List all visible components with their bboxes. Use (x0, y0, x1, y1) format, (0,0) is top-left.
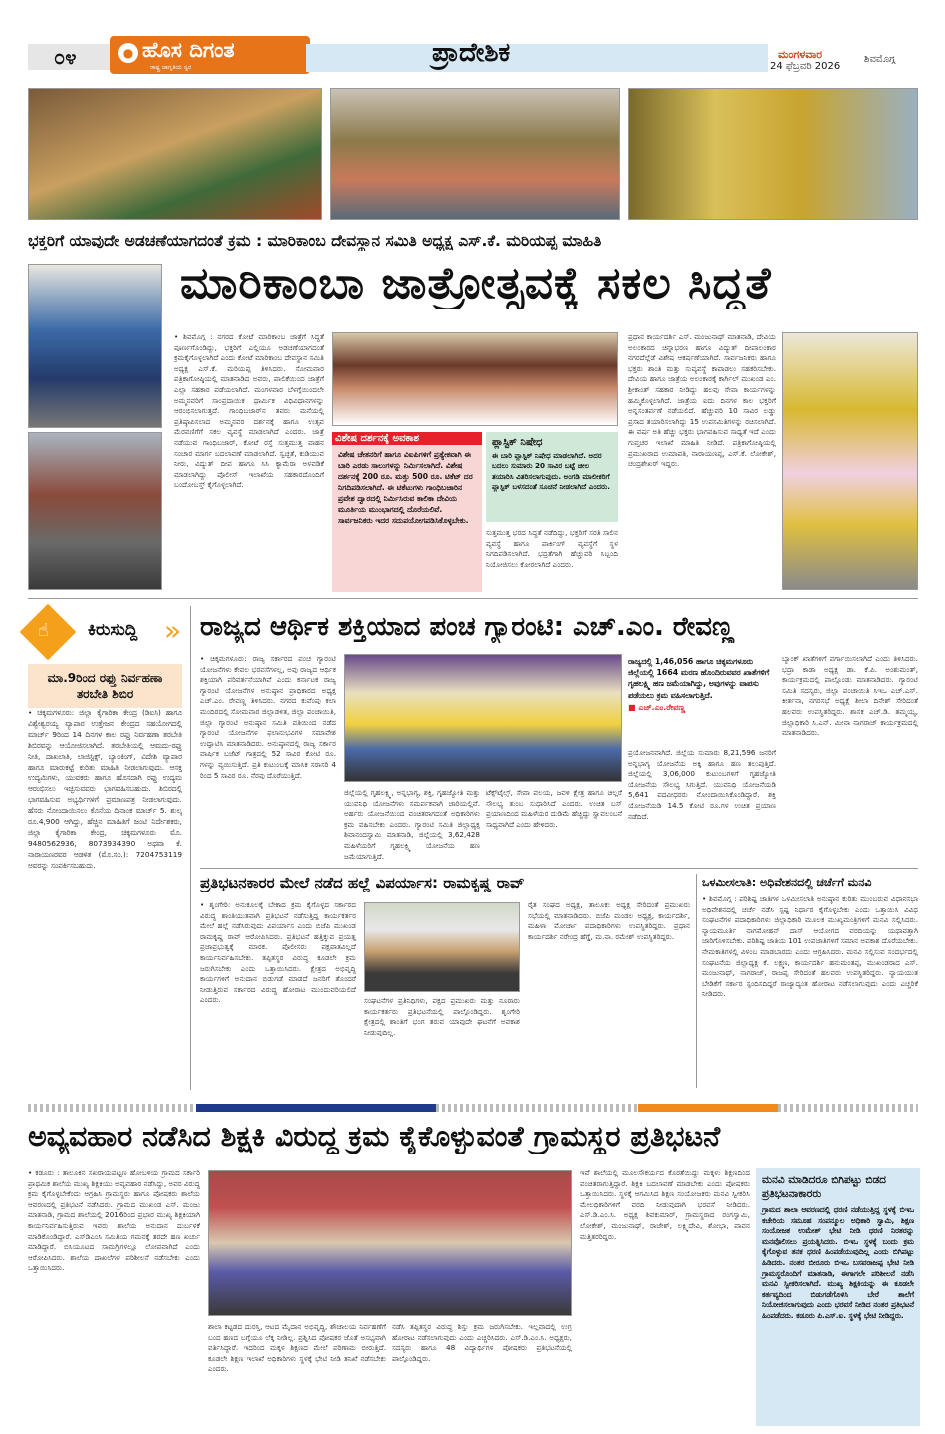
s4-text: • ಶಿವಮೊಗ್ಗ : ಪರಿಶಿಷ್ಟ ಜಾತಿಗಳ ಒಳಮೀಸಲಾತಿ ಅನುಷ್ಠಾನ ಕುರಿತು ಮುಂಬರುವ ವಿಧಾನಸಭಾ ಅಧಿವೇಶನದಲ್ಲಿ ಚರ್ಚೆ ನಡೆಸಿ ಸ್ಪಷ್ಟ ನಿರ್ಧಾರ ಕೈಗೊಳ್ಳಬೇಕು ಎಂದು ಒತ್ತಾಯಿಸಿ ವಿವಿಧ ಸಂಘಟನೆಗಳ ಪದಾಧಿಕಾರಿಗಳು ಜಿಲ್ಲಾಧಿಕಾರಿ ಮೂಲಕ ಮುಖ್ಯಮಂತ್ರಿಗಳಿಗೆ ಮನವಿ ಸಲ್ಲಿಸಿದರು. ನ್ಯಾಯಮೂರ್ತಿ ನಾಗಮೋಹನ್ ದಾಸ್ ಆಯೋಗದ ವರದಿಯನ್ನು ಯಥಾವತ್ತಾಗಿ ಜಾರಿಗೊಳಿಸಬೇಕು. ಪರಿಶಿಷ್ಟ ಜಾತಿಯ 101 ಉಪಜಾತಿಗಳಿಗೆ ಸಮಾನ ಅವಕಾಶ ದೊರೆಯಬೇಕು. ನೇಮಕಾತಿಗಳಲ್ಲಿ ವಿಳಂಬ ಮಾಡಬಾರದು ಎಂದು ಆಗ್ರಹಿಸಿದರು. ಮನವಿ ಸಲ್ಲಿಸುವ ಸಂದರ್ಭದಲ್ಲಿ ಸಂಘಟನೆಯ ಜಿಲ್ಲಾಧ್ಯಕ್ಷ ಕೆ. ಲಕ್ಷ್ಮಣ, ಕಾರ್ಯದರ್ಶಿ ಹನುಮಂತಪ್ಪ, ಮುಖಂಡರಾದ ಎಸ್. ಮಂಜುನಾಥ್, ನಾಗರಾಜ್, ರಾಜಪ್ಪ ಸೇರಿದಂತೆ ಹಲವರು ಉಪಸ್ಥಿತರಿದ್ದರು. ನ್ಯಾಯಯುತ ಬೇಡಿಕೆಗೆ ಸರ್ಕಾರ ಸ್ಪಂದಿಸದಿದ್ದರೆ ರಾಜ್ಯಾದ್ಯಂತ ಹೋರಾಟ ನಡೆಸಲಾಗುವುದು ಎಂದು ಎಚ್ಚರಿಕೆ ನೀಡಿದರು. (702, 894, 918, 999)
brief-divider (190, 606, 191, 1090)
special-darshan-text: ವಿಶೇಷ ಚೇತನರಿಗೆ ಹಾಗೂ ವಿಐಪಿಗಳಿಗೆ ಪ್ರತ್ಯೇಕವಾಗಿ ಈ ಬಾರಿ ಎರಡು ಸಾಲುಗಳನ್ನು ನಿರ್ಮಿಸಲಾಗಿದೆ. ವಿಶೇಷ ದರ್ಶನಕ್ಕೆ 200 ರೂ. ಮತ್ತು 500 ರೂ. ಟಿಕೆಟ್ ದರ ನಿಗದಿಪಡಿಸಲಾಗಿದೆ. ಈ ಟಿಕೆಟುಗಳು ಗಾಂಧಿಬಜಾರಿನ ಪ್ರವೇಶ ದ್ವಾರದಲ್ಲಿ ನಿರ್ಮಿಸಿರುವ ಕಾಲಿಕಾ ದೇವಿಯ ಮೂರ್ತಿಯ ಮುಂಭಾಗದಲ್ಲಿ ದೊರೆಯಲಿವೆ. ಸಾರ್ವಜನಿಕರು ಇದರ ಸದುಪಯೋಗಪಡಿಸಿಕೊಳ್ಳಬೇಕು. (338, 450, 473, 525)
logo-text: ಹೊಸ ದಿಗಂತ (142, 38, 235, 62)
divider-bar-orange (638, 1104, 778, 1112)
s5-headline: ಅವ್ಯವಹಾರ ನಡೆಸಿದ ಶಿಕ್ಷಕಿ ವಿರುದ್ಧ ಕ್ರಮ ಕೈಕೊಳ್ಳುವಂತೆ ಗ್ರಾಮಸ್ಥರ ಪ್ರತಿಭಟನೆ (28, 1120, 721, 1153)
divider (696, 874, 697, 1088)
brief-label-box (28, 606, 182, 658)
special-darshan-box (332, 432, 482, 592)
s5-column-2: ಶಾಲಾ ಕಟ್ಟಡದ ದುರಸ್ತಿ, ಆಟದ ಮೈದಾನ ಅಭಿವೃದ್ಧಿ, ಶೌಚಾಲಯ ನಿರ್ವಹಣೆಗೆ ಬಂದ ಹಣದ ಬಗ್ಗೆಯೂ ಲೆಕ್ಕ ನೀಡಿಲ್ಲ. ಪ್ರಶ್ನಿಸಿದ ಪೋಷಕರ ಜೊತೆ ಅಸಭ್ಯವಾಗಿ ವರ್ತಿಸಿದ್ದಾರೆ. ಇದರಿಂದ ಮಕ್ಕಳ ಶಿಕ್ಷಣದ ಮೇಲೆ ಪರಿಣಾಮ ಬೀರುತ್ತಿದೆ. ಕೂಡಲೇ ಶಿಕ್ಷಣ ಇಲಾಖೆ ಅಧಿಕಾರಿಗಳು ಸ್ಥಳಕ್ಕೆ ಭೇಟಿ ನೀಡಿ ತನಿಖೆ ನಡೆಸಬೇಕು ಎಂದರು. (208, 1322, 386, 1374)
s2-column-5: ಪ್ರಯೋಜನವಾಗಿದೆ. ಜಿಲ್ಲೆಯ ಸುಮಾರು 8,21,596 ಜನರಿಗೆ ಅನ್ನಭಾಗ್ಯ ಯೋಜನೆಯ ಅಕ್ಕಿ ಹಾಗೂ ಹಣ ತಲುಪುತ್ತಿದೆ. ಜಿಲ್ಲೆಯಲ್ಲಿ 3,06,000 ಕುಟುಂಬಗಳಿಗೆ ಗೃಹಜ್ಯೋತಿ ಯೋಜನೆಯ ಸೌಲಭ್ಯ ಸಿಗುತ್ತಿದೆ. ಯುವನಿಧಿ ಯೋಜನೆಯಡಿ 5,641 ಪದವೀಧರರು ನೋಂದಾಯಿಸಿಕೊಂಡಿದ್ದಾರೆ. ಶಕ್ತಿ ಯೋಜನೆಯಡಿ 14.5 ಕೋಟಿ ರೂ.ಗಳ ಉಚಿತ ಪ್ರಯಾಣ ನಡೆದಿದೆ. (628, 748, 776, 821)
section-title: ಪ್ರಾದೇಶಿಕ (432, 38, 511, 68)
s3-column-1: • ಶೃಂಗೇರಿ: ಅನುಕೂಲಕ್ಕೆ ಬೇಕಾದ ಕ್ರಮ ಕೈಗೊಳ್ಳದ ಸರ್ಕಾರದ ವಿರುದ್ಧ ಶಾಂತಿಯುತವಾಗಿ ಪ್ರತಿಭಟನೆ ನಡೆಸುತ್ತಿದ್ದ ಕಾರ್ಯಕರ್ತರ ಮೇಲೆ ಹಲ್ಲೆ ನಡೆಸಿರುವುದು ವಿಪರ್ಯಾಸ ಎಂದು ಬಿಜೆಪಿ ಮುಖಂಡ ರಾಮಕೃಷ್ಣ ರಾವ್ ಆರೋಪಿಸಿದರು. ಪ್ರತಿಭಟನೆ ಹತ್ತಿಕ್ಕುವ ಪ್ರಯತ್ನ ಪ್ರಜಾಪ್ರಭುತ್ವಕ್ಕೆ ಮಾರಕ. ಪೊಲೀಸರು ಪಕ್ಷಪಾತವಿಲ್ಲದೆ ಕಾರ್ಯನಿರ್ವಹಿಸಬೇಕು. ತಪ್ಪಿತಸ್ಥರ ವಿರುದ್ಧ ಕೂಡಲೇ ಕ್ರಮ ಜರುಗಿಸಬೇಕು ಎಂದು ಒತ್ತಾಯಿಸಿದರು. ಕ್ಷೇತ್ರದ ಅಭಿವೃದ್ಧಿ ಕಾರ್ಯಗಳಿಗೆ ಅನುದಾನ ಬಿಡುಗಡೆ ಮಾಡದೆ ಜನರಿಗೆ ತೊಂದರೆ ನೀಡುತ್ತಿರುವ ಸರ್ಕಾರದ ವಿರುದ್ಧ ಹೋರಾಟ ಮುಂದುವರಿಯಲಿದೆ ಎಂದರು. (200, 900, 356, 1005)
divider-bar-blue (196, 1104, 436, 1112)
date-label: 24 ಫೆಬ್ರವರಿ 2026 (770, 61, 841, 72)
divider-bar (28, 1104, 918, 1112)
photo-goddess-idol (28, 264, 162, 428)
day-label: ಮಂಗಳವಾರ (778, 48, 823, 61)
brief-label: ಕಿರುಸುದ್ದಿ (88, 620, 138, 640)
photo-street-crowd (28, 432, 162, 590)
divider (200, 868, 918, 869)
lead-column-mid: ಸುತ್ತಮುತ್ತ ಭರದ ಸಿದ್ಧತೆ ನಡೆದಿದ್ದು, ಭಕ್ತರಿಗೆ ಸರತಿ ಸಾಲಿನ ವ್ಯವಸ್ಥೆ ಹಾಗೂ ಪಾರ್ಕಿಂಗ್ ವ್ಯವಸ್ಥೆಗೆ ಸ್ಥಳ ನಿಗದಿಪಡಿಸಲಾಗಿದೆ. ಭದ್ರತೆಗಾಗಿ ಹೆಚ್ಚುವರಿ ಸಿಬ್ಬಂದಿ ನಿಯೋಜಿಸಲು ಕೋರಲಾಗಿದೆ ಎಂದರು. (486, 528, 618, 569)
lead-kicker: ಭಕ್ತರಿಗೆ ಯಾವುದೇ ಅಡಚಣೆಯಾಗದಂತೆ ಕ್ರಮ : ಮಾರಿಕಾಂಬ ದೇವಸ್ಥಾನ ಸಮಿತಿ ಅಧ್ಯಕ್ಷ ಎಸ್.ಕೆ. ಮರಿಯಪ್ಪ ಮಾಹಿತಿ (28, 232, 602, 250)
s2-column-3: ಟೆಕ್ಸ್‌ಟೈಲ್ಸ್, ಸೇವಾ ವಲಯ, ಜವಳಿ ಕ್ಷೇತ್ರ ಹಾಗೂ ಚಿಲ್ಲರೆ ಸೌಲಭ್ಯ ತುಂಬ ಸುಧಾರಿಸಿದೆ ಎಂದರು. ಉಚಿತ ಬಸ್ ಪ್ರಯಾಣದಿಂದ ಮಹಿಳೆಯರ ದುಡಿಮೆ ಹೆಚ್ಚಿದ್ದು ಸ್ವಾವಲಂಬನೆ ಸಾಧ್ಯವಾಗಿದೆ ಎಂದು ಹೇಳಿದರು. (486, 788, 622, 829)
section-banner (306, 44, 768, 72)
photo-guarantee-event (344, 654, 622, 782)
s5-side-box (756, 1168, 920, 1426)
divider (28, 598, 918, 599)
photo-jewellery (28, 88, 322, 220)
photo-decorated-pandal (782, 332, 918, 590)
s5-column-1: • ಕಡೂರು : ತಾಲೂಕಿನ ಸಖರಾಯಪಟ್ಟಣ ಹೋಬಳಿಯ ಗ್ರಾಮದ ಸರ್ಕಾರಿ ಪ್ರಾಥಮಿಕ ಶಾಲೆಯ ಮುಖ್ಯ ಶಿಕ್ಷಕಿಯು ಅವ್ಯವಹಾರ ನಡೆಸಿದ್ದು, ಅವರ ವಿರುದ್ಧ ಕ್ರಮ ಕೈಗೊಳ್ಳಬೇಕೆಂದು ಆಗ್ರಹಿಸಿ ಗ್ರಾಮಸ್ಥರು ಹಾಗೂ ಪೋಷಕರು ಶಾಲೆಯ ಆವರಣದಲ್ಲಿ ಪ್ರತಿಭಟನೆ ನಡೆಸಿದರು. ಗ್ರಾಮದ ಮುಖಂಡ ಎಸ್. ಮಂಜು ಮಾತನಾಡಿ, ಗ್ರಾಮದ ಶಾಲೆಯಲ್ಲಿ 2016ರಿಂದ ಪ್ರಭಾರ ಮುಖ್ಯ ಶಿಕ್ಷಕಿಯಾಗಿ ಕಾರ್ಯನಿರ್ವಹಿಸುತ್ತಿರುವ ಇವರು ಶಾಲೆಯ ಅನುದಾನ ದುರ್ಬಳಕೆ ಮಾಡಿಕೊಂಡಿದ್ದಾರೆ. ಎಸ್‌ಡಿಎಂಸಿ ಸಮಿತಿಯ ಗಮನಕ್ಕೆ ತರದೇ ಹಣ ಖರ್ಚು ಮಾಡಿದ್ದಾರೆ. ಬಿಸಿಯೂಟದ ಸಾಮಗ್ರಿಗಳಲ್ಲೂ ಲೋಪವಾಗಿದೆ ಎಂದು ಆರೋಪಿಸಿದರು. ಶಾಲೆಯ ದಾಖಲೆಗಳ ಪರಿಶೀಲನೆ ನಡೆಸಬೇಕು ಎಂದು ಒತ್ತಾಯಿಸಿದರು. (28, 1168, 200, 1273)
logo (110, 36, 310, 74)
photo-press-meet (332, 332, 618, 426)
s5-side-box-title: ಮನವಿ ಮಾಡಿದರೂ ಬಿಗಿಪಟ್ಟು ಬಿಡದ ಪ್ರತಿಭಟನಾಕಾರರು (762, 1174, 886, 1200)
city-label: ಶಿವಮೊಗ್ಗ (864, 54, 896, 65)
s3-column-2: ಸಂಘಟನೆಗಳ ಪ್ರತಿನಿಧಿಗಳು, ಪಕ್ಷದ ಪ್ರಮುಖರು ಮತ್ತು ನೂರಾರು ಕಾರ್ಯಕರ್ತರು ಪ್ರತಿಭಟನೆಯಲ್ಲಿ ಪಾಲ್ಗೊಂಡಿದ್ದರು. ಶೃಂಗೇರಿ ಕ್ಷೇತ್ರದಲ್ಲಿ ಶಾಂತಿಗೆ ಭಂಗ ತರುವ ಯಾವುದೇ ಘಟನೆಗೆ ಅವಕಾಶ ನೀಡುವುದಿಲ್ಲ. (364, 996, 520, 1037)
s2-quote-text: ರಾಜ್ಯದಲ್ಲಿ 1,46,056 ಹಾಗೂ ಚಿಕ್ಕಮಗಳೂರು ಜಿಲ್ಲೆಯಲ್ಲಿ 1664 ಮರಣ ಹೊಂದಿರುವವರ ಖಾತೆಗಳಿಗೆ ಗೃಹಲಕ್ಷ್ಮಿ ಹಣ ಜಮೆಯಾಗಿದ್ದು, ಅವುಗಳನ್ನು ವಾಪಸು ಪಡೆಯಲು ಕ್ರಮ ವಹಿಸಲಾಗುತ್ತಿದೆ. (628, 657, 770, 700)
masthead (28, 34, 918, 78)
s2-column-1: • ಚಿಕ್ಕಮಗಳೂರು: ರಾಜ್ಯ ಸರ್ಕಾರದ ಪಂಚ ಗ್ಯಾರಂಟಿ ಯೋಜನೆಗಳು ಕೇವಲ ಭರವಸೆಗಳಲ್ಲ, ಅವು ರಾಜ್ಯದ ಆರ್ಥಿಕ ಶಕ್ತಿಯಾಗಿ ಪರಿವರ್ತನೆಯಾಗಿವೆ ಎಂದು ಕರ್ನಾಟಕ ರಾಜ್ಯ ಗ್ಯಾರಂಟಿ ಯೋಜನೆಗಳ ಅನುಷ್ಠಾನ ಪ್ರಾಧಿಕಾರದ ಅಧ್ಯಕ್ಷ ಎಚ್.ಎಂ. ರೇವಣ್ಣ ತಿಳಿಸಿದರು. ನಗರದ ಕುವೆಂಪು ಕಲಾ ಮಂದಿರದಲ್ಲಿ ಸೋಮವಾರ ಜಿಲ್ಲಾಡಳಿತ, ಜಿಲ್ಲಾ ಪಂಚಾಯಿತಿ, ಜಿಲ್ಲಾ ಗ್ಯಾರಂಟಿ ಅನುಷ್ಠಾನ ಸಮಿತಿ ವತಿಯಿಂದ ನಡೆದ ಗ್ಯಾರಂಟಿ ಯೋಜನೆಗಳ ಫಲಾನುಭವಿಗಳ ಸಮಾವೇಶ ಉದ್ಘಾಟಿಸಿ ಮಾತನಾಡಿದರು. ಅನುಷ್ಠಾನದಲ್ಲಿ ರಾಜ್ಯ ಸರ್ಕಾರ ವಾರ್ಷಿಕ ಬಜೆಟ್ ಗಾತ್ರದಲ್ಲಿ 52 ಸಾವಿರ ಕೋಟಿ ರೂ. ಗಳನ್ನು ವ್ಯಯಿಸುತ್ತಿದೆ. ಪ್ರತಿ ಕುಟುಂಬಕ್ಕೆ ಮಾಸಿಕ ಸರಾಸರಿ 4 ರಿಂದ 5 ಸಾವಿರ ರೂ. ನೆರವು ದೊರೆಯುತ್ತಿದೆ. (200, 654, 336, 780)
s3-column-3: ರೈತ ಸಂಘದ ಅಧ್ಯಕ್ಷ, ತಾಲೂಕು ಅಧ್ಯಕ್ಷ ಸೇರಿದಂತೆ ಪ್ರಮುಖರು ಸಭೆಯಲ್ಲಿ ಮಾತನಾಡಿದರು. ಬಿಜೆಪಿ ಮಂಡಲ ಅಧ್ಯಕ್ಷ, ಕಾರ್ಯದರ್ಶಿ, ಮಹಿಳಾ ಮೋರ್ಚಾ ಪದಾಧಿಕಾರಿಗಳು ಉಪಸ್ಥಿತರಿದ್ದರು. ಪ್ರಧಾನ ಕಾರ್ಯದರ್ಶಿ ನರೇಂದ್ರ ಹೆಗ್ಡೆ, ಮ.ನಾ. ರಮೇಶ್ ಉಪಸ್ಥಿತರಿದ್ದರು. (528, 900, 690, 941)
brief-title: ಮಾ.9ರಿಂದ ರಫ್ತು ನಿರ್ವಹಣಾ ತರಬೇತಿ ಶಿಬಿರ (28, 664, 182, 708)
s4-headline: ಒಳಮೀಸಲಾತಿ: ಅಧಿವೇಶನದಲ್ಲಿ ಚರ್ಚೆಗೆ ಮನವಿ (702, 876, 872, 889)
hand-icon: ☝ (38, 620, 49, 641)
lead-headline: ಮಾರಿಕಾಂಬಾ ಜಾತ್ರೋತ್ಸವಕ್ಕೆ ಸಕಲ ಸಿದ್ಧತೆ (180, 258, 772, 309)
plastic-ban-title: ಪ್ಲಾಸ್ಟಿಕ್ ನಿಷೇಧ (492, 437, 543, 448)
photo-villagers-protest (208, 1170, 572, 1316)
photo-stage (330, 88, 620, 220)
photo-protest-group (364, 902, 520, 992)
lead-column-1: • ಶಿವಮೊಗ್ಗ : ನಗರದ ಕೋಟೆ ಮಾರಿಕಾಂಬ ಜಾತ್ರೆಗೆ ಸಿದ್ಧತೆ ಪೂರ್ಣಗೊಂಡಿದ್ದು, ಭಕ್ತರಿಗೆ ಎಲ್ಲಿಯೂ ಅಡಚಣೆಯಾಗದಂತೆ ಕ್ರಮಕೈಗೊಳ್ಳಲಾಗಿದೆ ಎಂದು ಕೋಟೆ ಮಾರಿಕಾಂಬ ದೇವಸ್ಥಾನ ಸಮಿತಿ ಅಧ್ಯಕ್ಷ ಎಸ್.ಕೆ. ಮರಿಯಪ್ಪ ತಿಳಿಸಿದರು. ಸೋಮವಾರ ಪತ್ರಿಕಾಗೋಷ್ಠಿಯಲ್ಲಿ ಮಾತನಾಡಿದ ಅವರು, ಪಾಲಿಕೆಯಿಂದ ಜಾತ್ರೆಗೆ ಎಲ್ಲಾ ಸಹಕಾರ ಪಡೆಯಲಾಗಿದೆ. ಮಂಗಳವಾರ ಬೆಳಗ್ಗೆಯಿಂದಲೇ ಅಮ್ಮನವರಿಗೆ ಸಾಂಪ್ರದಾಯಿಕ ಧಾರ್ಮಿಕ ವಿಧಿವಿಧಾನಗಳನ್ನು ಆರಂಭಿಸಲಾಗುತ್ತದೆ. ಗಾಂಧಿಬಜಾರ್‌ನ ತವರು ಮನೆಯಲ್ಲಿ ಪ್ರತಿಷ್ಠಾಪಿಸಲಾದ ಅಮ್ಮನವರ ದರ್ಶನಕ್ಕೆ ಹಾಗೂ ಉತ್ಸವ ಮೆರವಣಿಗೆಗೆ ಸಕಲ ವ್ಯವಸ್ಥೆ ಮಾಡಲಾಗಿದೆ ಎಂದರು. ಜಾತ್ರೆ ನಡೆಯುವ ಗಾಂಧಿಬಜಾರ್, ಕೋಟೆ ರಸ್ತೆ ಸುತ್ತಮುತ್ತ ವಾಹನ ಸಂಚಾರ ಮಾರ್ಗ ಬದಲಾವಣೆ ಮಾಡಲಾಗಿದೆ. ಸ್ವಚ್ಛತೆ, ಕುಡಿಯುವ ನೀರು, ವಿದ್ಯುತ್ ದೀಪ ಹಾಗೂ ಸಿಸಿ ಕ್ಯಾಮೆರಾ ಅಳವಡಿಕೆ ಮಾಡಲಾಗಿದ್ದು ಪೊಲೀಸ್ ಇಲಾಖೆಯ ಸಹಕಾರದೊಂದಿಗೆ ಬಂದೋಬಸ್ತ್ ಕೈಗೊಳ್ಳಲಾಗಿದೆ. (174, 332, 324, 490)
s2-column-4: ಬ್ಯಾಂಕ್ ಖಾತೆಗಳಿಗೆ ವರ್ಗಾಯಿಸಲಾಗಿದೆ ಎಂದು ತಿಳಿಸಿದರು. ಭದ್ರಾ ಕಾಡಾ ಅಧ್ಯಕ್ಷ ಡಾ. ಕೆ.ಪಿ. ಅಂಶುಮಂತ್, ಕಾರ್ಯಕ್ರಮದಲ್ಲಿ ಪಾಲ್ಗೊಂಡು ಮಾತನಾಡಿದರು. ಗ್ಯಾರಂಟಿ ಸಮಿತಿ ಸದಸ್ಯರು, ಜಿಲ್ಲಾ ಪಂಚಾಯಿತಿ ಸಿಇಒ ಎಚ್.ಎಸ್. ಕೀರ್ತನಾ, ನಗರಸಭೆ ಅಧ್ಯಕ್ಷೆ ಶೀಲಾ ದಿನೇಶ್ ಸೇರಿದಂತೆ ಹಲವರು ಉಪಸ್ಥಿತರಿದ್ದರು. ಶಾಸಕ ಎಚ್.ಡಿ. ತಮ್ಮಯ್ಯ, ಜಿಲ್ಲಾಧಿಕಾರಿ ಸಿ.ಎನ್. ಮೀನಾ ನಾಗರಾಜ್ ಕಾರ್ಯಕ್ರಮದಲ್ಲಿ ಮಾತನಾಡಿದರು. (782, 654, 918, 738)
page-number: ೦೪ (28, 44, 118, 70)
s2-headline: ರಾಜ್ಯದ ಆರ್ಥಿಕ ಶಕ್ತಿಯಾದ ಪಂಚ ಗ್ಯಾರಂಟಿ: ಎಚ್.ಎಂ. ರೇವಣ್ಣ (200, 612, 735, 642)
lead-column-2: ಪ್ರಧಾನ ಕಾರ್ಯದರ್ಶಿ ಎಸ್. ಮಂಜುನಾಥ್ ಮಾತನಾಡಿ, ದೇವಿಯ ಅಲಂಕಾರದ ಚಿನ್ನಾಭರಣ ಹಾಗೂ ವಿದ್ಯುತ್ ದೀಪಾಲಂಕಾರ ನಗರದೆಲ್ಲೆಡೆ ವಿಶೇಷ ಆಕರ್ಷಣೆಯಾಗಿದೆ. ಸಾರ್ವಜನಿಕರು ಹಾಗೂ ಭಕ್ತರು ಶಾಂತಿ ಮತ್ತು ಸುವ್ಯವಸ್ಥೆ ಕಾಪಾಡಲು ಸಹಕರಿಸಬೇಕು. ದೇವಿಯ ಹಾಗೂ ಜಾತ್ರೆಯ ಅಲಂಕಾರಕ್ಕೆ ಕಾರ್ಗಿಲ್ ಮುಖಂಡ ಎಂ. ಶ್ರೀಕಾಂತ್ ಸಹಕಾರ ನೀಡಿದ್ದು ಹಲವು ಸೇವಾ ಕಾರ್ಯಗಳನ್ನು ಹಮ್ಮಿಕೊಳ್ಳಲಾಗಿದೆ. ಜಾತ್ರೆಯ ಐದು ದಿನಗಳ ಕಾಲ ಭಕ್ತರಿಗೆ ಅನ್ನಸಂತರ್ಪಣೆ ನಡೆಯಲಿದೆ. ಹೆಚ್ಚುವರಿ 10 ಸಾವಿರ ಲಡ್ಡು ಪ್ರಸಾದ ತಯಾರಿಸಲಾಗಿದ್ದು 15 ಉಪಸಮಿತಿಗಳನ್ನು ರಚಿಸಲಾಗಿದೆ. ಈ ವರ್ಷ ಅತಿ ಹೆಚ್ಚು ಭಕ್ತರು ಭಾಗವಹಿಸುವ ಸಾಧ್ಯತೆ ಇದೆ ಎಂದು ಗುಪ್ತಚರ ಇಲಾಖೆ ಮಾಹಿತಿ ನೀಡಿದೆ. ಪತ್ರಿಕಾಗೋಷ್ಠಿಯಲ್ಲಿ ಪ್ರಮುಖರಾದ ಉಮಾಪತಿ, ನಾರಾಯಣಪ್ಪ, ಎಸ್.ಕೆ. ಲೋಕೇಶ್, ಚಂದ್ರಶೇಖರ್ ಇದ್ದರು. (628, 332, 776, 469)
s3-headline: ಪ್ರತಿಭಟನಕಾರರ ಮೇಲೆ ನಡೆದ ಹಲ್ಲೆ ವಿಪರ್ಯಾಸ: ರಾಮಕೃಷ್ಣ ರಾವ್ (200, 874, 525, 892)
s5-column-3: ನಡೆಸಿ ತಪ್ಪಿತಸ್ಥರ ವಿರುದ್ಧ ಶಿಸ್ತು ಕ್ರಮ ಜರುಗಿಸಬೇಕು. ಇಲ್ಲವಾದಲ್ಲಿ ಉಗ್ರ ಹೋರಾಟ ನಡೆಸಲಾಗುವುದು ಎಂದು ಎಚ್ಚರಿಸಿದರು. ಎಸ್.ಡಿ.ಎಂ.ಸಿ. ಅಧ್ಯಕ್ಷರು, ಸದಸ್ಯರು ಹಾಗೂ 48 ವಿದ್ಯಾರ್ಥಿಗಳ ಪೋಷಕರು ಪ್ರತಿಭಟನೆಯಲ್ಲಿ ಪಾಲ್ಗೊಂಡಿದ್ದರು. (392, 1322, 572, 1363)
photo-gate (628, 88, 918, 220)
brief-text: • ಚಿಕ್ಕಮಗಳೂರು: ಜಿಲ್ಲಾ ಕೈಗಾರಿಕಾ ಕೇಂದ್ರ (ಡಿಐಸಿ) ಹಾಗೂ ವಿಶ್ವೇಶ್ವರಯ್ಯ ವ್ಯಾಪಾರ ಉತ್ತೇಜನ ಕೇಂದ್ರದ ಸಹಯೋಗದಲ್ಲಿ ಮಾರ್ಚ್ 9ರಿಂದ 14 ದಿನಗಳ ಕಾಲ ರಫ್ತು ನಿರ್ವಹಣಾ ತರಬೇತಿ ಶಿಬಿರವನ್ನು ಆಯೋಜಿಸಲಾಗಿದೆ. ತರಬೇತಿಯಲ್ಲಿ ಆಮದು-ರಫ್ತು ನೀತಿ, ದಾಖಲಾತಿ, ಲಾಜಿಸ್ಟಿಕ್ಸ್, ಬ್ಯಾಂಕಿಂಗ್, ವಿದೇಶಿ ವ್ಯಾಪಾರ ಹಾಗೂ ಮಾರುಕಟ್ಟೆ ಕುರಿತು ಮಾಹಿತಿ ನೀಡಲಾಗುವುದು. ಆಸಕ್ತ ಉದ್ಯಮಿಗಳು, ಯುವಕರು ಹಾಗೂ ಹೊಸದಾಗಿ ರಫ್ತು ಉದ್ಯಮ ಆರಂಭಿಸಲು ಇಚ್ಛಿಸುವವರು ಭಾಗವಹಿಸಬಹುದು. ಶಿಬಿರದಲ್ಲಿ ಭಾಗವಹಿಸುವ ಅಭ್ಯರ್ಥಿಗಳಿಗೆ ಪ್ರಮಾಣಪತ್ರ ನೀಡಲಾಗುವುದು. ಹೆಸರು ನೋಂದಾಯಿಸಲು ಕೊನೆಯ ದಿನಾಂಕ ಮಾರ್ಚ್ 5. ಶುಲ್ಕ ರೂ.4,900 ಆಗಿದ್ದು, ಹೆಚ್ಚಿನ ಮಾಹಿತಿಗೆ ಜಂಟಿ ನಿರ್ದೇಶಕರು, ಜಿಲ್ಲಾ ಕೈಗಾರಿಕಾ ಕೇಂದ್ರ, ಚಿಕ್ಕಮಗಳೂರು ಮೊ. 9480562936, 8073934390 ಅಥವಾ ಕೆ. ನಾರಾಯಣರವರ ಆಡಳಿತ (ಮೊ.ಸಂ.): 7204753119 ಅವರನ್ನು ಸಂಪರ್ಕಿಸಬಹುದು. (28, 708, 182, 870)
chevron-icon: » (164, 614, 182, 647)
s2-quote-box (628, 656, 776, 742)
s2-column-2: ಜಿಲ್ಲೆಯಲ್ಲಿ ಗೃಹಲಕ್ಷ್ಮಿ, ಅನ್ನಭಾಗ್ಯ, ಶಕ್ತಿ, ಗೃಹಜ್ಯೋತಿ ಮತ್ತು ಯುವನಿಧಿ ಯೋಜನೆಗಳು ಸಮರ್ಪಕವಾಗಿ ಜಾರಿಯಲ್ಲಿವೆ. ಅರ್ಹರು ಯೋಜನೆಯಿಂದ ವಂಚಿತರಾಗದಂತೆ ಅಧಿಕಾರಿಗಳು ಕ್ರಮ ವಹಿಸಬೇಕು ಎಂದರು. ಗ್ಯಾರಂಟಿ ಸಮಿತಿ ಜಿಲ್ಲಾಧ್ಯಕ್ಷ ಶಿವಾನಂದಸ್ವಾಮಿ ಮಾತನಾಡಿ, ಜಿಲ್ಲೆಯಲ್ಲಿ 3,62,428 ಮಹಿಳೆಯರಿಗೆ ಗೃಹಲಕ್ಷ್ಮಿ ಯೋಜನೆಯ ಹಣ ಜಮೆಯಾಗುತ್ತಿದೆ. (344, 788, 480, 861)
logo-tagline: ರಾಷ್ಟ್ರ ಜಾಗೃತಿಯ ಸ್ವರ (150, 64, 192, 71)
plastic-ban-box (486, 432, 618, 522)
lamp-icon: ● (118, 43, 138, 63)
special-darshan-title: ವಿಶೇಷ ದರ್ಶನಕ್ಕೆ ಅವಕಾಶ (332, 432, 482, 445)
s5-side-box-text: ಗ್ರಾಮದ ಶಾಲಾ ಆವರಣದಲ್ಲಿ ಧರಣಿ ನಡೆಯುತ್ತಿದ್ದ ಸ್ಥಳಕ್ಕೆ ಬಿಇಒ ಕಚೇರಿಯ ಸಮೂಹ ಸಂಪನ್ಮೂಲ ಅಧಿಕಾರಿ ಸ್ವಾಮಿ, ಶಿಕ್ಷಣ ಸಂಯೋಜಕ ಉಮೇಶ್ ಭೇಟಿ ನೀಡಿ ಧರಣಿ ನಿರತರನ್ನು ಮನವೊಲಿಸಲು ಪ್ರಯತ್ನಿಸಿದರು. ಬಿಇಒ ಸ್ಥಳಕ್ಕೆ ಬಂದು ಕ್ರಮ ಕೈಗೊಳ್ಳುವ ತನಕ ಧರಣಿ ಹಿಂಪಡೆಯುವುದಿಲ್ಲ ಎಂದು ಬಿಗಿಪಟ್ಟು ಹಿಡಿದರು. ನಂತರ ಬೀರೂರು ಬಿಇಒ ಬಸವರಾಜಪ್ಪ ಭೇಟಿ ನೀಡಿ ಗ್ರಾಮಸ್ಥರೊಂದಿಗೆ ಮಾತನಾಡಿ, ಈಗಾಗಲೇ ಪರಿಶೀಲನೆ ನಡೆಸಿ ಮನವಿ ಸ್ವೀಕರಿಸಲಾಗಿದೆ. ಮುಖ್ಯ ಶಿಕ್ಷಕಿಯನ್ನು ಈ ಕೂಡಲೇ ಕರ್ತವ್ಯದಿಂದ ಬಿಡುಗಡೆಗೊಳಿಸಿ ಬೇರೆ ಶಾಲೆಗೆ ನಿಯೋಜಿಸಲಾಗುವುದು ಎಂದು ಭರವಸೆ ನೀಡಿದ ನಂತರ ಪ್ರತಿಭಟನೆ ಹಿಂಪಡೆದರು. ಕಡೂರು ಪಿ.ಎಸ್.ಐ. ಸ್ಥಳಕ್ಕೆ ಭೇಟಿ ನೀಡಿದ್ದರು. (762, 1205, 914, 1320)
plastic-ban-text: ಈ ಬಾರಿ ಪ್ಲಾಸ್ಟಿಕ್ ನಿಷೇಧ ಮಾಡಲಾಗಿದೆ. ಅದರ ಬದಲು ಸುಮಾರು 20 ಸಾವಿರ ಬಟ್ಟೆ ಚೀಲ ತಯಾರಿಸಿ ವಿತರಿಸಲಾಗುವುದು. ಅಂಗಡಿ ಮಾಲೀಕರಿಗೆ ಪ್ಲಾಸ್ಟಿಕ್ ಬಳಸದಂತೆ ಸೂಚನೆ ನೀಡಲಾಗಿದೆ ಎಂದರು. (492, 451, 610, 492)
s5-column-4: ಇವೆ ಶಾಲೆಯಲ್ಲಿ ಮೂಲಸೌಕರ್ಯದ ಕೊರತೆಯಿದ್ದು ಮಕ್ಕಳು ಶಿಕ್ಷಣದಿಂದ ವಂಚಿತರಾಗುತ್ತಿದ್ದಾರೆ. ಶಿಕ್ಷಕಿ ಬದಲಾವಣೆ ಮಾಡಬೇಕು ಎಂದು ಪೋಷಕರು ಒತ್ತಾಯಿಸಿದರು. ಸ್ಥಳಕ್ಕೆ ಆಗಮಿಸಿದ ಶಿಕ್ಷಣ ಸಂಯೋಜಕರು ಮನವಿ ಸ್ವೀಕರಿಸಿ ಮೇಲಧಿಕಾರಿಗಳಿಗೆ ವರದಿ ನೀಡುವುದಾಗಿ ಭರವಸೆ ನೀಡಿದರು. ಎಸ್.ಡಿ.ಎಂ.ಸಿ. ಅಧ್ಯಕ್ಷ ಶಿವಕುಮಾರ್, ಗ್ರಾಮಸ್ಥರಾದ ರಂಗಸ್ವಾಮಿ, ಲೋಕೇಶ್, ಮಂಜುನಾಥ್, ರಾಜೇಶ್, ಲಕ್ಷ್ಮಿದೇವಿ, ಶೋಭಾ, ಪಾವನ ಮತ್ತಿತರರಿದ್ದರು. (580, 1168, 750, 1241)
s2-quote-byline: ■ ಎಚ್.ಎಂ.ರೇವಣ್ಣ (628, 702, 686, 712)
